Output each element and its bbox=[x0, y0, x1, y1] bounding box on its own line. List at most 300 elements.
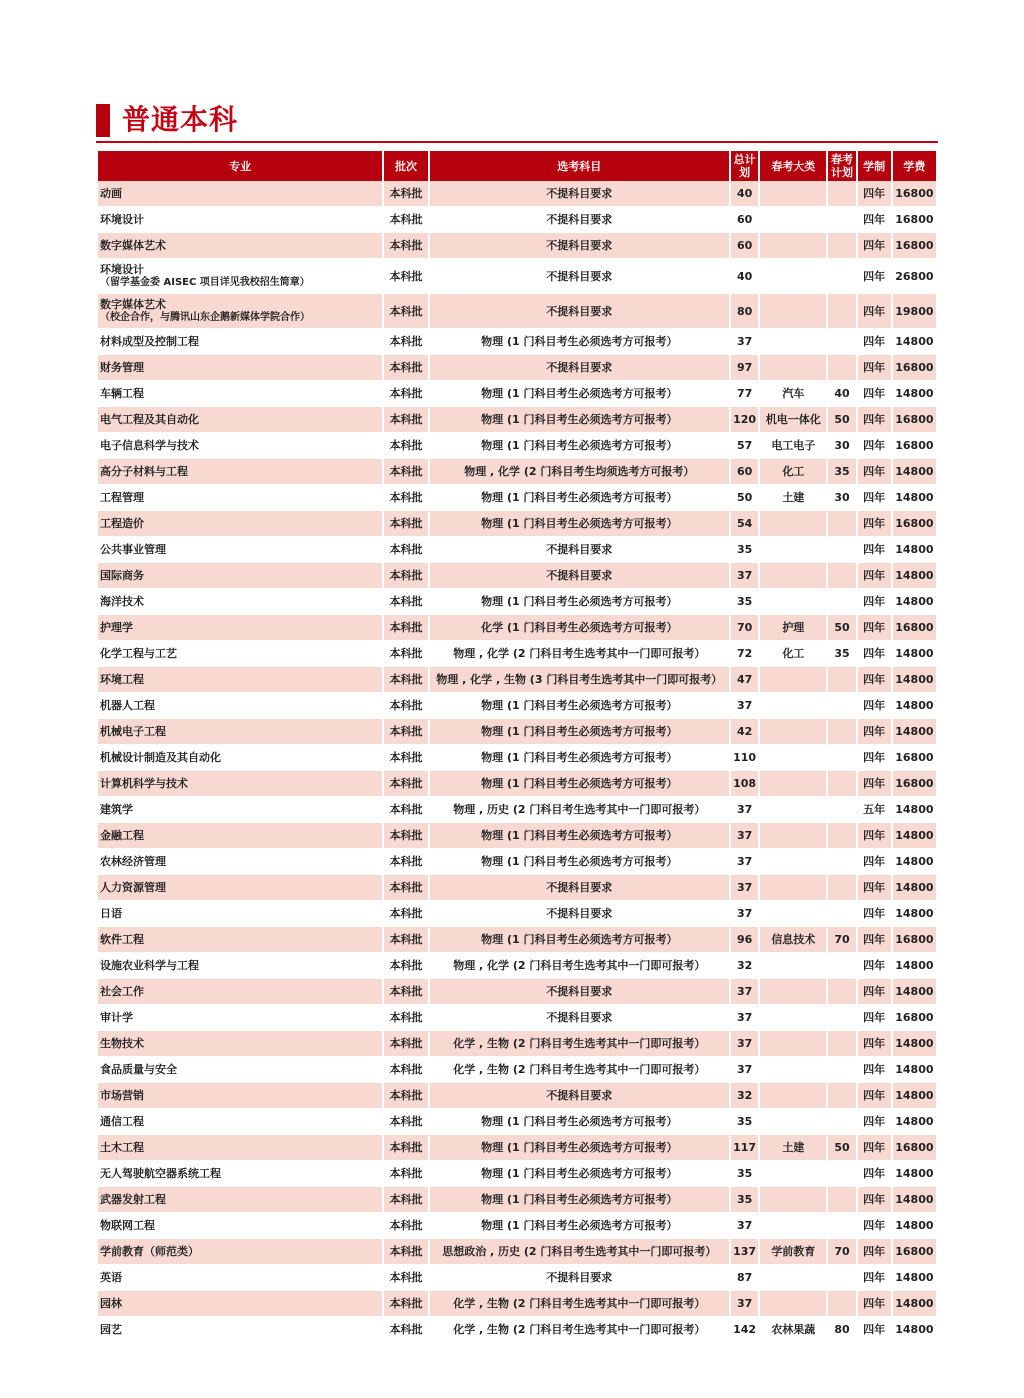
cell-spring-category: 护理 bbox=[760, 615, 826, 641]
cell-spring-plan bbox=[828, 181, 855, 207]
cell-batch: 本科批 bbox=[384, 207, 427, 233]
cell-years: 四年 bbox=[858, 953, 891, 979]
cell-spring-plan bbox=[828, 294, 855, 329]
table-row bbox=[98, 823, 936, 849]
cell-spring-plan bbox=[828, 797, 855, 823]
cell-total-plan: 137 bbox=[731, 1239, 758, 1265]
major-name: 高分子材料与工程 bbox=[100, 465, 188, 478]
cell-spring-category: 土建 bbox=[760, 485, 826, 511]
major-name: 人力资源管理 bbox=[100, 881, 166, 894]
cell-fee: 16800 bbox=[893, 181, 936, 207]
cell-major bbox=[98, 407, 382, 433]
major-name: 机械设计制造及其自动化 bbox=[100, 751, 221, 764]
cell-total-plan: 37 bbox=[731, 1291, 758, 1317]
major-name: 农林经济管理 bbox=[100, 855, 166, 868]
cell-total-plan: 37 bbox=[731, 1005, 758, 1031]
cell-batch: 本科批 bbox=[384, 953, 427, 979]
cell-fee: 14800 bbox=[893, 329, 936, 355]
cell-major bbox=[98, 693, 382, 719]
major-name: 环境工程 bbox=[100, 673, 144, 686]
table-row bbox=[98, 1291, 936, 1317]
cell-total-plan: 35 bbox=[731, 1187, 758, 1213]
cell-major bbox=[98, 1239, 382, 1265]
cell-spring-plan bbox=[828, 1213, 855, 1239]
cell-fee: 16800 bbox=[893, 1239, 936, 1265]
major-name: 英语 bbox=[100, 1271, 122, 1284]
cell-spring-category bbox=[760, 1109, 826, 1135]
major-name: 无人驾驶航空器系统工程 bbox=[100, 1167, 221, 1180]
major-name: 日语 bbox=[100, 907, 122, 920]
cell-spring-plan bbox=[828, 1057, 855, 1083]
cell-spring-plan bbox=[828, 953, 855, 979]
cell-total-plan: 37 bbox=[731, 1057, 758, 1083]
header-years: 学制 bbox=[858, 151, 891, 181]
table-row bbox=[98, 771, 936, 797]
cell-major bbox=[98, 615, 382, 641]
header-major: 专业 bbox=[98, 151, 382, 181]
cell-years: 四年 bbox=[858, 745, 891, 771]
cell-spring-plan bbox=[828, 1265, 855, 1291]
cell-total-plan: 42 bbox=[731, 719, 758, 745]
table-row bbox=[98, 719, 936, 745]
header-spring-category: 春考大类 bbox=[760, 151, 826, 181]
cell-years: 四年 bbox=[858, 1265, 891, 1291]
cell-spring-category: 信息技术 bbox=[760, 927, 826, 953]
major-name: 电气工程及其自动化 bbox=[100, 413, 199, 426]
cell-spring-category bbox=[760, 719, 826, 745]
cell-fee: 14800 bbox=[893, 693, 936, 719]
cell-spring-category bbox=[760, 1083, 826, 1109]
major-name: 国际商务 bbox=[100, 569, 144, 582]
cell-spring-plan bbox=[828, 1109, 855, 1135]
cell-major bbox=[98, 875, 382, 901]
cell-spring-plan bbox=[828, 563, 855, 589]
cell-total-plan: 37 bbox=[731, 693, 758, 719]
cell-years: 四年 bbox=[858, 537, 891, 563]
table-row bbox=[98, 745, 936, 771]
cell-spring-category bbox=[760, 771, 826, 797]
cell-fee: 16800 bbox=[893, 511, 936, 537]
cell-major bbox=[98, 233, 382, 259]
cell-major bbox=[98, 355, 382, 381]
major-name: 设施农业科学与工程 bbox=[100, 959, 199, 972]
table-row bbox=[98, 355, 936, 381]
cell-years: 四年 bbox=[858, 771, 891, 797]
cell-spring-plan bbox=[828, 875, 855, 901]
table-row bbox=[98, 1031, 936, 1057]
cell-spring-plan bbox=[828, 1083, 855, 1109]
cell-years: 四年 bbox=[858, 719, 891, 745]
cell-major bbox=[98, 1083, 382, 1109]
cell-major bbox=[98, 979, 382, 1005]
major-note: （留学基金委 AISEC 项目详见我校招生简章） bbox=[100, 277, 310, 288]
cell-fee: 14800 bbox=[893, 537, 936, 563]
cell-major bbox=[98, 901, 382, 927]
cell-years: 四年 bbox=[858, 181, 891, 207]
admission-table bbox=[96, 151, 938, 1343]
major-name: 审计学 bbox=[100, 1011, 133, 1024]
cell-years: 四年 bbox=[858, 901, 891, 927]
cell-total-plan: 57 bbox=[731, 433, 758, 459]
cell-years: 四年 bbox=[858, 615, 891, 641]
cell-total-plan: 35 bbox=[731, 1109, 758, 1135]
table-row bbox=[98, 537, 936, 563]
cell-total-plan: 72 bbox=[731, 641, 758, 667]
cell-batch: 本科批 bbox=[384, 693, 427, 719]
cell-major bbox=[98, 1135, 382, 1161]
table-row bbox=[98, 485, 936, 511]
cell-batch: 本科批 bbox=[384, 719, 427, 745]
cell-subjects: 物理 (1 门科目考生必须选考方可报考） bbox=[430, 589, 729, 615]
cell-spring-category bbox=[760, 259, 826, 294]
cell-spring-category bbox=[760, 207, 826, 233]
cell-batch: 本科批 bbox=[384, 849, 427, 875]
cell-major bbox=[98, 381, 382, 407]
cell-total-plan: 60 bbox=[731, 207, 758, 233]
cell-spring-plan bbox=[828, 849, 855, 875]
cell-subjects: 不提科目要求 bbox=[430, 875, 729, 901]
cell-fee: 14800 bbox=[893, 1265, 936, 1291]
cell-subjects: 物理 (1 门科目考生必须选考方可报考） bbox=[430, 693, 729, 719]
cell-batch: 本科批 bbox=[384, 1317, 427, 1343]
cell-total-plan: 87 bbox=[731, 1265, 758, 1291]
major-name: 学前教育（师范类） bbox=[100, 1245, 199, 1258]
cell-subjects: 物理 , 化学 (2 门科目考生选考其中一门即可报考） bbox=[430, 953, 729, 979]
cell-years: 四年 bbox=[858, 1187, 891, 1213]
cell-batch: 本科批 bbox=[384, 294, 427, 329]
cell-total-plan: 70 bbox=[731, 615, 758, 641]
cell-fee: 14800 bbox=[893, 1161, 936, 1187]
cell-major bbox=[98, 1317, 382, 1343]
cell-spring-category: 化工 bbox=[760, 459, 826, 485]
cell-subjects: 物理 (1 门科目考生必须选考方可报考） bbox=[430, 849, 729, 875]
table-row bbox=[98, 1213, 936, 1239]
cell-years: 四年 bbox=[858, 329, 891, 355]
cell-years: 四年 bbox=[858, 875, 891, 901]
cell-major bbox=[98, 745, 382, 771]
cell-spring-plan bbox=[828, 1161, 855, 1187]
cell-batch: 本科批 bbox=[384, 1239, 427, 1265]
cell-major bbox=[98, 1213, 382, 1239]
cell-spring-category bbox=[760, 181, 826, 207]
cell-spring-plan bbox=[828, 979, 855, 1005]
cell-subjects: 不提科目要求 bbox=[430, 537, 729, 563]
cell-fee: 14800 bbox=[893, 563, 936, 589]
major-name: 食品质量与安全 bbox=[100, 1063, 177, 1076]
cell-spring-plan bbox=[828, 511, 855, 537]
cell-batch: 本科批 bbox=[384, 433, 427, 459]
cell-total-plan: 37 bbox=[731, 1213, 758, 1239]
cell-fee: 19800 bbox=[893, 294, 936, 329]
cell-subjects: 化学 (1 门科目考生必须选考方可报考） bbox=[430, 615, 729, 641]
major-name: 园艺 bbox=[100, 1323, 122, 1336]
cell-fee: 16800 bbox=[893, 771, 936, 797]
major-name: 数字媒体艺术 bbox=[100, 239, 166, 252]
cell-years: 四年 bbox=[858, 233, 891, 259]
cell-spring-plan bbox=[828, 1005, 855, 1031]
cell-years: 四年 bbox=[858, 381, 891, 407]
cell-batch: 本科批 bbox=[384, 1213, 427, 1239]
cell-batch: 本科批 bbox=[384, 537, 427, 563]
cell-subjects: 物理 (1 门科目考生必须选考方可报考） bbox=[430, 1213, 729, 1239]
cell-fee: 14800 bbox=[893, 849, 936, 875]
cell-subjects: 物理 (1 门科目考生必须选考方可报考） bbox=[430, 433, 729, 459]
cell-major bbox=[98, 641, 382, 667]
cell-subjects: 不提科目要求 bbox=[430, 181, 729, 207]
major-name: 软件工程 bbox=[100, 933, 144, 946]
cell-years: 四年 bbox=[858, 433, 891, 459]
cell-fee: 14800 bbox=[893, 667, 936, 693]
cell-spring-category bbox=[760, 294, 826, 329]
header-batch: 批次 bbox=[384, 151, 427, 181]
cell-batch: 本科批 bbox=[384, 901, 427, 927]
major-name: 土木工程 bbox=[100, 1141, 144, 1154]
cell-batch: 本科批 bbox=[384, 1109, 427, 1135]
cell-batch: 本科批 bbox=[384, 1265, 427, 1291]
cell-major bbox=[98, 927, 382, 953]
cell-subjects: 物理 (1 门科目考生必须选考方可报考） bbox=[430, 719, 729, 745]
cell-fee: 14800 bbox=[893, 979, 936, 1005]
cell-fee: 16800 bbox=[893, 927, 936, 953]
major-name: 机械电子工程 bbox=[100, 725, 166, 738]
cell-batch: 本科批 bbox=[384, 979, 427, 1005]
cell-spring-category bbox=[760, 953, 826, 979]
cell-total-plan: 35 bbox=[731, 1161, 758, 1187]
cell-fee: 16800 bbox=[893, 433, 936, 459]
major-name: 公共事业管理 bbox=[100, 543, 166, 556]
cell-fee: 14800 bbox=[893, 719, 936, 745]
table-row bbox=[98, 329, 936, 355]
cell-spring-plan: 35 bbox=[828, 459, 855, 485]
cell-spring-category: 化工 bbox=[760, 641, 826, 667]
cell-fee: 14800 bbox=[893, 1109, 936, 1135]
cell-batch: 本科批 bbox=[384, 927, 427, 953]
cell-major bbox=[98, 433, 382, 459]
cell-batch: 本科批 bbox=[384, 1161, 427, 1187]
major-name: 通信工程 bbox=[100, 1115, 144, 1128]
cell-spring-plan bbox=[828, 1291, 855, 1317]
cell-total-plan: 60 bbox=[731, 233, 758, 259]
cell-years: 四年 bbox=[858, 1239, 891, 1265]
cell-fee: 16800 bbox=[893, 207, 936, 233]
cell-subjects: 化学 , 生物 (2 门科目考生选考其中一门即可报考） bbox=[430, 1057, 729, 1083]
major-name: 环境设计 bbox=[100, 213, 144, 226]
cell-major bbox=[98, 181, 382, 207]
cell-spring-category bbox=[760, 1213, 826, 1239]
cell-subjects: 物理 , 化学 (2 门科目考生选考其中一门即可报考） bbox=[430, 641, 729, 667]
cell-subjects: 物理 , 化学 , 生物 (3 门科目考生选考其中一门即可报考） bbox=[430, 667, 729, 693]
cell-spring-plan bbox=[828, 207, 855, 233]
cell-batch: 本科批 bbox=[384, 355, 427, 381]
table-row bbox=[98, 233, 936, 259]
cell-batch: 本科批 bbox=[384, 1005, 427, 1031]
cell-major bbox=[98, 485, 382, 511]
cell-major bbox=[98, 823, 382, 849]
cell-total-plan: 37 bbox=[731, 901, 758, 927]
cell-spring-category bbox=[760, 823, 826, 849]
cell-batch: 本科批 bbox=[384, 233, 427, 259]
cell-fee: 26800 bbox=[893, 259, 936, 294]
cell-subjects: 物理 , 历史 (2 门科目考生选考其中一门即可报考） bbox=[430, 797, 729, 823]
table-row bbox=[98, 693, 936, 719]
cell-major bbox=[98, 1031, 382, 1057]
cell-spring-category bbox=[760, 979, 826, 1005]
cell-years: 四年 bbox=[858, 1031, 891, 1057]
major-name: 材料成型及控制工程 bbox=[100, 335, 199, 348]
cell-spring-category: 土建 bbox=[760, 1135, 826, 1161]
cell-total-plan: 142 bbox=[731, 1317, 758, 1343]
cell-spring-category bbox=[760, 355, 826, 381]
cell-subjects: 不提科目要求 bbox=[430, 207, 729, 233]
cell-subjects: 物理 (1 门科目考生必须选考方可报考） bbox=[430, 1161, 729, 1187]
cell-total-plan: 60 bbox=[731, 459, 758, 485]
table-row bbox=[98, 1083, 936, 1109]
cell-subjects: 不提科目要求 bbox=[430, 901, 729, 927]
cell-total-plan: 54 bbox=[731, 511, 758, 537]
section-heading bbox=[96, 100, 238, 140]
cell-major bbox=[98, 849, 382, 875]
cell-spring-plan: 70 bbox=[828, 927, 855, 953]
cell-subjects: 不提科目要求 bbox=[430, 259, 729, 294]
cell-spring-plan bbox=[828, 901, 855, 927]
cell-subjects: 物理 (1 门科目考生必须选考方可报考） bbox=[430, 511, 729, 537]
cell-spring-plan: 50 bbox=[828, 615, 855, 641]
major-name: 园林 bbox=[100, 1297, 122, 1310]
table-row bbox=[98, 1161, 936, 1187]
cell-batch: 本科批 bbox=[384, 459, 427, 485]
cell-spring-category bbox=[760, 329, 826, 355]
cell-subjects: 物理 (1 门科目考生必须选考方可报考） bbox=[430, 381, 729, 407]
cell-spring-plan: 30 bbox=[828, 433, 855, 459]
major-name: 海洋技术 bbox=[100, 595, 144, 608]
table-row bbox=[98, 641, 936, 667]
major-name: 金融工程 bbox=[100, 829, 144, 842]
cell-spring-category bbox=[760, 563, 826, 589]
table-row bbox=[98, 589, 936, 615]
cell-spring-plan bbox=[828, 233, 855, 259]
cell-years: 四年 bbox=[858, 1057, 891, 1083]
cell-major bbox=[98, 459, 382, 485]
cell-spring-category: 机电一体化 bbox=[760, 407, 826, 433]
cell-subjects: 物理 (1 门科目考生必须选考方可报考） bbox=[430, 485, 729, 511]
cell-subjects: 物理 (1 门科目考生必须选考方可报考） bbox=[430, 745, 729, 771]
table-row bbox=[98, 181, 936, 207]
cell-years: 四年 bbox=[858, 511, 891, 537]
table-row bbox=[98, 563, 936, 589]
cell-total-plan: 117 bbox=[731, 1135, 758, 1161]
cell-total-plan: 37 bbox=[731, 1031, 758, 1057]
cell-major bbox=[98, 1109, 382, 1135]
table-row bbox=[98, 1135, 936, 1161]
table-row bbox=[98, 953, 936, 979]
major-name: 市场营销 bbox=[100, 1089, 144, 1102]
cell-batch: 本科批 bbox=[384, 329, 427, 355]
cell-total-plan: 120 bbox=[731, 407, 758, 433]
cell-fee: 14800 bbox=[893, 1083, 936, 1109]
cell-batch: 本科批 bbox=[384, 771, 427, 797]
cell-total-plan: 32 bbox=[731, 953, 758, 979]
cell-spring-category bbox=[760, 1005, 826, 1031]
cell-batch: 本科批 bbox=[384, 259, 427, 294]
cell-years: 四年 bbox=[858, 207, 891, 233]
cell-spring-plan bbox=[828, 537, 855, 563]
cell-total-plan: 37 bbox=[731, 563, 758, 589]
heading-bar bbox=[96, 104, 110, 137]
cell-batch: 本科批 bbox=[384, 823, 427, 849]
cell-spring-plan bbox=[828, 1187, 855, 1213]
cell-subjects: 不提科目要求 bbox=[430, 1083, 729, 1109]
header-total-plan: 总计划 bbox=[731, 151, 758, 181]
cell-years: 四年 bbox=[858, 485, 891, 511]
cell-years: 四年 bbox=[858, 407, 891, 433]
cell-spring-plan bbox=[828, 719, 855, 745]
cell-major bbox=[98, 329, 382, 355]
page-title: 普通本科 bbox=[122, 103, 239, 136]
cell-spring-category bbox=[760, 849, 826, 875]
cell-batch: 本科批 bbox=[384, 667, 427, 693]
cell-major bbox=[98, 667, 382, 693]
major-name: 武器发射工程 bbox=[100, 1193, 166, 1206]
cell-years: 四年 bbox=[858, 563, 891, 589]
table-row bbox=[98, 1187, 936, 1213]
cell-subjects: 不提科目要求 bbox=[430, 979, 729, 1005]
cell-fee: 14800 bbox=[893, 1057, 936, 1083]
cell-batch: 本科批 bbox=[384, 1031, 427, 1057]
major-name: 车辆工程 bbox=[100, 387, 144, 400]
cell-spring-plan: 40 bbox=[828, 381, 855, 407]
major-name: 护理学 bbox=[100, 621, 133, 634]
cell-total-plan: 50 bbox=[731, 485, 758, 511]
cell-fee: 14800 bbox=[893, 1031, 936, 1057]
cell-subjects: 化学 , 生物 (2 门科目考生选考其中一门即可报考） bbox=[430, 1031, 729, 1057]
cell-spring-plan: 50 bbox=[828, 407, 855, 433]
cell-batch: 本科批 bbox=[384, 1057, 427, 1083]
cell-batch: 本科批 bbox=[384, 485, 427, 511]
cell-spring-category bbox=[760, 1187, 826, 1213]
major-name: 环境设计 bbox=[100, 263, 144, 276]
cell-spring-category bbox=[760, 537, 826, 563]
table-row bbox=[98, 797, 936, 823]
cell-subjects: 不提科目要求 bbox=[430, 563, 729, 589]
cell-total-plan: 108 bbox=[731, 771, 758, 797]
cell-spring-category bbox=[760, 745, 826, 771]
cell-batch: 本科批 bbox=[384, 1291, 427, 1317]
cell-years: 四年 bbox=[858, 1213, 891, 1239]
cell-spring-category bbox=[760, 1161, 826, 1187]
cell-spring-plan: 50 bbox=[828, 1135, 855, 1161]
cell-subjects: 不提科目要求 bbox=[430, 355, 729, 381]
table-row bbox=[98, 1109, 936, 1135]
cell-spring-category bbox=[760, 693, 826, 719]
table-row bbox=[98, 294, 936, 329]
cell-spring-category bbox=[760, 1265, 826, 1291]
cell-major bbox=[98, 771, 382, 797]
cell-fee: 14800 bbox=[893, 1187, 936, 1213]
cell-subjects: 物理 (1 门科目考生必须选考方可报考） bbox=[430, 823, 729, 849]
cell-subjects: 化学 , 生物 (2 门科目考生选考其中一门即可报考） bbox=[430, 1317, 729, 1343]
cell-spring-category bbox=[760, 901, 826, 927]
cell-spring-category bbox=[760, 511, 826, 537]
cell-fee: 14800 bbox=[893, 1317, 936, 1343]
cell-spring-plan bbox=[828, 589, 855, 615]
table-row bbox=[98, 849, 936, 875]
cell-years: 四年 bbox=[858, 979, 891, 1005]
table-row bbox=[98, 1317, 936, 1343]
cell-total-plan: 96 bbox=[731, 927, 758, 953]
cell-years: 四年 bbox=[858, 927, 891, 953]
cell-total-plan: 32 bbox=[731, 1083, 758, 1109]
cell-years: 四年 bbox=[858, 259, 891, 294]
